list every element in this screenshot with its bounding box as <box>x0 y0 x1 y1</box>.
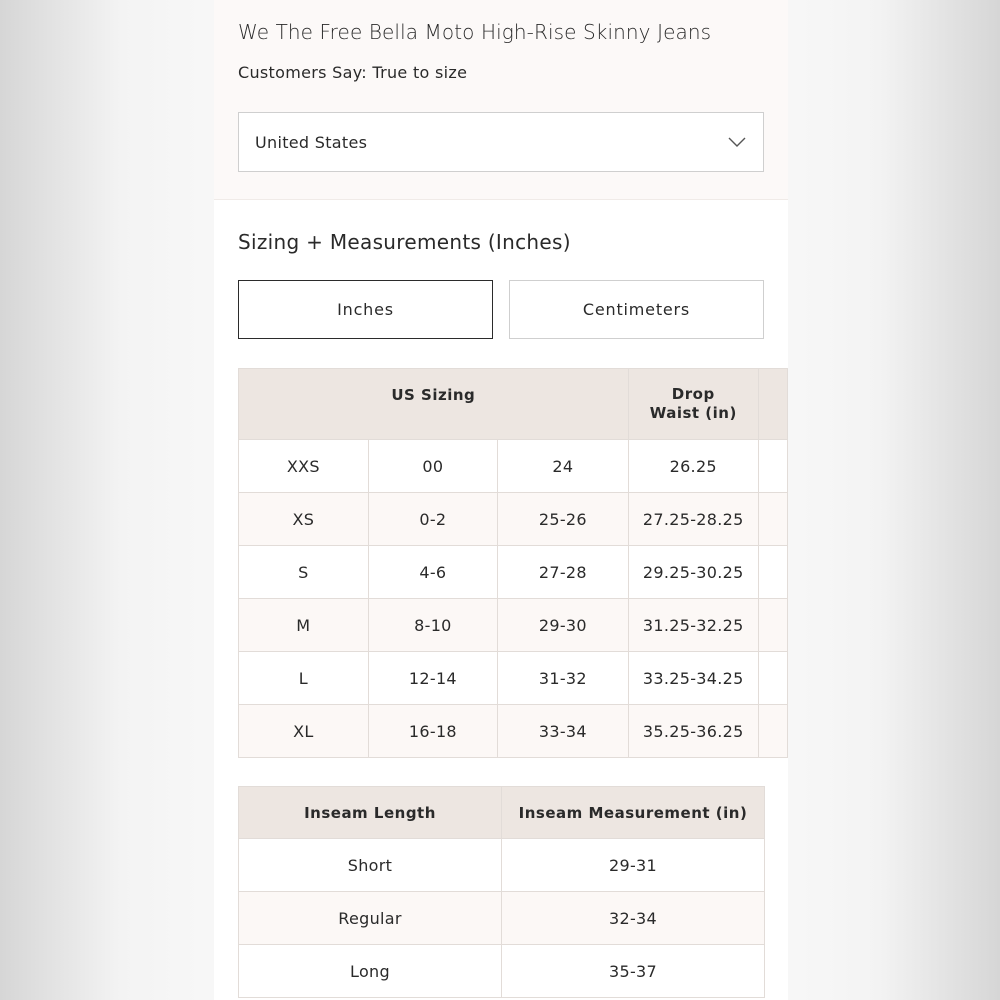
product-header <box>214 0 788 200</box>
header-inseam-measurement: Inseam Measurement (in) <box>502 787 765 839</box>
us-size-cell: 00 <box>368 440 497 493</box>
size-guide-panel <box>214 0 788 1000</box>
us-size-cell: 8-10 <box>368 599 497 652</box>
size-label-cell: S <box>239 546 369 599</box>
drop-waist-cell: 31.25-32.25 <box>628 599 758 652</box>
table-row <box>239 599 788 652</box>
waist-cell: 29-30 <box>498 599 628 652</box>
waist-cell: 24 <box>498 440 628 493</box>
table-row <box>239 493 788 546</box>
cutoff-cell <box>758 440 787 493</box>
size-label-cell: XXS <box>239 440 369 493</box>
header-drop-waist-line1: Drop <box>671 385 715 403</box>
size-label-cell: M <box>239 599 369 652</box>
header-drop-waist-line2: Waist (in) <box>649 404 737 422</box>
table-row <box>239 440 788 493</box>
us-size-cell: 16-18 <box>368 705 497 758</box>
waist-cell: 25-26 <box>498 493 628 546</box>
cutoff-cell <box>758 546 787 599</box>
inseam-length-cell: Long <box>239 945 502 998</box>
size-table <box>238 368 788 758</box>
size-label-cell: L <box>239 652 369 705</box>
cutoff-cell <box>758 652 787 705</box>
cutoff-cell <box>758 493 787 546</box>
table-row <box>239 839 765 892</box>
drop-waist-cell: 26.25 <box>628 440 758 493</box>
size-label-cell: XL <box>239 705 369 758</box>
waist-cell: 27-28 <box>498 546 628 599</box>
cutoff-cell <box>758 599 787 652</box>
inseam-length-cell: Short <box>239 839 502 892</box>
chevron-down-icon <box>727 135 747 149</box>
header-drop-waist <box>628 369 758 440</box>
centimeters-toggle-button[interactable]: Centimeters <box>509 280 764 339</box>
header-cutoff <box>758 369 787 440</box>
us-size-cell: 4-6 <box>368 546 497 599</box>
table-row <box>239 892 765 945</box>
table-row <box>239 546 788 599</box>
inseam-measurement-cell: 29-31 <box>502 839 765 892</box>
country-select-value: United States <box>255 132 368 152</box>
waist-cell: 31-32 <box>498 652 628 705</box>
table-row <box>239 945 765 998</box>
us-size-cell: 0-2 <box>368 493 497 546</box>
section-title: Sizing + Measurements (Inches) <box>238 230 571 254</box>
table-row <box>239 652 788 705</box>
inseam-length-cell: Regular <box>239 892 502 945</box>
country-select[interactable] <box>238 112 764 172</box>
product-title: We The Free Bella Moto High-Rise Skinny Jeans <box>238 20 712 44</box>
drop-waist-cell: 35.25-36.25 <box>628 705 758 758</box>
cutoff-cell <box>758 705 787 758</box>
us-size-cell: 12-14 <box>368 652 497 705</box>
table-row <box>239 705 788 758</box>
inseam-table <box>238 786 765 998</box>
waist-cell: 33-34 <box>498 705 628 758</box>
drop-waist-cell: 33.25-34.25 <box>628 652 758 705</box>
fit-note: Customers Say: True to size <box>238 63 468 82</box>
inseam-measurement-cell: 32-34 <box>502 892 765 945</box>
inseam-measurement-cell: 35-37 <box>502 945 765 998</box>
header-us-sizing: US Sizing <box>239 369 629 440</box>
inches-toggle-button[interactable]: Inches <box>238 280 493 339</box>
size-label-cell: XS <box>239 493 369 546</box>
drop-waist-cell: 27.25-28.25 <box>628 493 758 546</box>
header-inseam-length: Inseam Length <box>239 787 502 839</box>
drop-waist-cell: 29.25-30.25 <box>628 546 758 599</box>
